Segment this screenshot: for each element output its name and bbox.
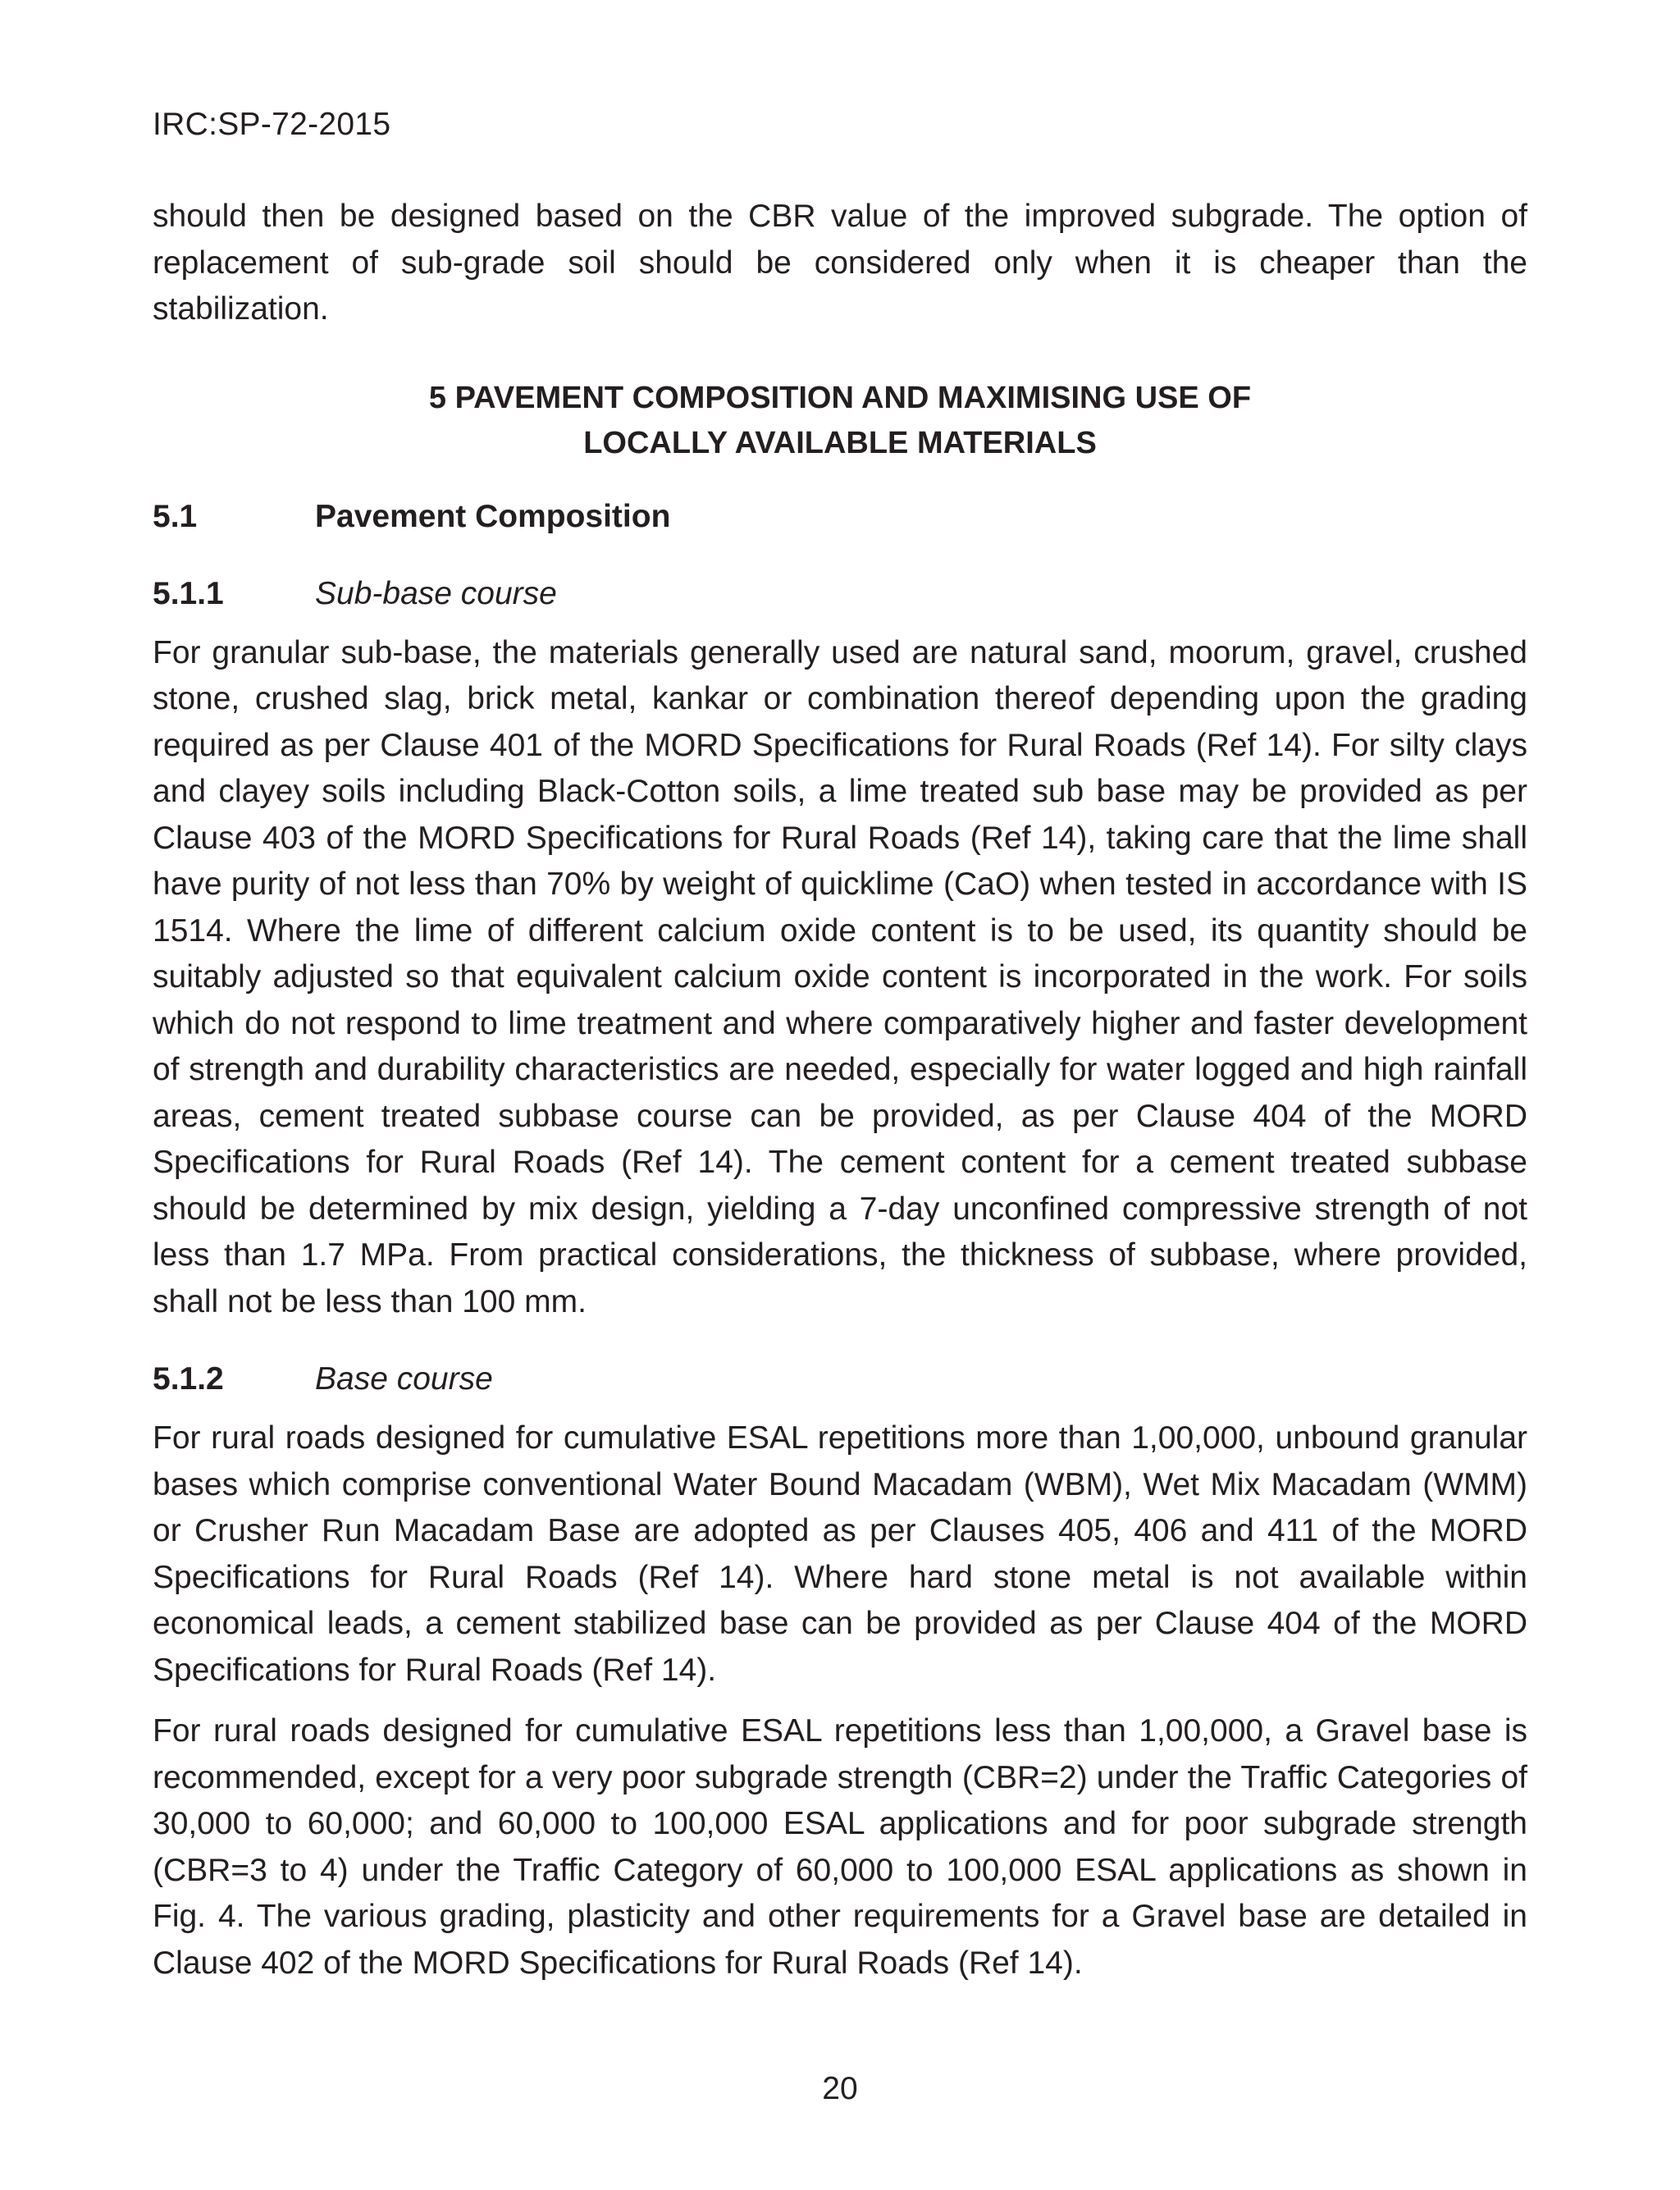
section-heading-5-1-1	[153, 571, 1527, 617]
intro-paragraph: should then be designed based on the CBR value of the improved subgrade. The option of replacement of sub-grade soil should be considered only when it is cheaper than the stabilization.	[153, 199, 1527, 327]
section-heading-5-1-2	[153, 1356, 1527, 1402]
section-number: 5.1.1	[153, 575, 224, 611]
base-course-paragraph-2: For rural roads designed for cumulative ESAL repetitions less than 1,00,000, a Gravel base is recommended, except for a very poor subgrade strength (CBR=2) under the Traffic Categories of 30,000 to 60,000; and 60,000 to 100,000 ESAL applications and for poor subgrade strength (CBR=3 to 4) under the Traffic Category of 60,000 to 100,000 ESAL applications as shown in Fig. 4. The various grading, plasticity and other requirements for a Gravel base are detailed in Clause 402 of the MORD Specifications for Rural Roads (Ref 14).	[153, 1713, 1527, 1981]
section-number: 5.1.2	[153, 1361, 224, 1397]
base-course-paragraph-1: For rural roads designed for cumulative ESAL repetitions more than 1,00,000, unbound granular bases which comprise conventional Water Bound Macadam (WBM), Wet Mix Macadam (WMM) or Crusher Run Macadam Base are adopted as per Clauses 405, 406 and 411 of the MORD Specifications for Rural Roads (Ref 14). Where hard stone metal is not available within economical leads, a cement stabilized base can be provided as per Clause 404 of the MORD Specifications for Rural Roads (Ref 14).	[153, 1420, 1527, 1688]
section-title: Base course	[315, 1361, 493, 1397]
chapter-title-line-2: LOCALLY AVAILABLE MATERIALS	[583, 425, 1097, 460]
subbase-paragraph: For granular sub-base, the materials generally used are natural sand, moorum, gravel, crushed stone, crushed slag, brick metal, kankar or combination thereof depending upon the grading required as per Clause 401 of the MORD Specifications for Rural Roads (Ref 14). For silty clays and clayey soils including Black-Cotton soils, a lime treated sub base may be provided as per Clause 403 of the MORD Specifications for Rural Roads (Ref 14), taking care that the lime shall have purity of not less than 70% by weight of quicklime (CaO) when tested in accordance with IS 1514. Where the lime of different calcium oxide content is to be used, its quantity should be suitably adjusted so that equivalent calcium oxide content is incorporated in the work. For soils which do not respond to lime treatment and where comparatively higher and faster development of strength and durability characteristics are needed, especially for water logged and high rainfall areas, cement treated subbase course can be provided, as per Clause 404 of the MORD Specifications for Rural Roads (Ref 14). The cement content for a cement treated subbase should be determined by mix design, yielding a 7-day unconfined compressive strength of not less than 1.7 MPa. From practical considerations, the thickness of subbase, where provided, shall not be less than 100 mm.	[153, 634, 1527, 1319]
section-title: Sub-base course	[315, 575, 557, 611]
page-number: 20	[822, 2071, 858, 2106]
document-code-header: IRC:SP-72-2015	[153, 107, 391, 142]
section-title: Pavement Composition	[315, 498, 671, 534]
section-heading-5-1	[153, 494, 1527, 540]
chapter-title-line-1: 5 PAVEMENT COMPOSITION AND MAXIMISING USE OF	[428, 380, 1252, 415]
section-number: 5.1	[153, 498, 198, 534]
page-content	[153, 194, 1527, 1987]
chapter-title	[153, 376, 1527, 466]
